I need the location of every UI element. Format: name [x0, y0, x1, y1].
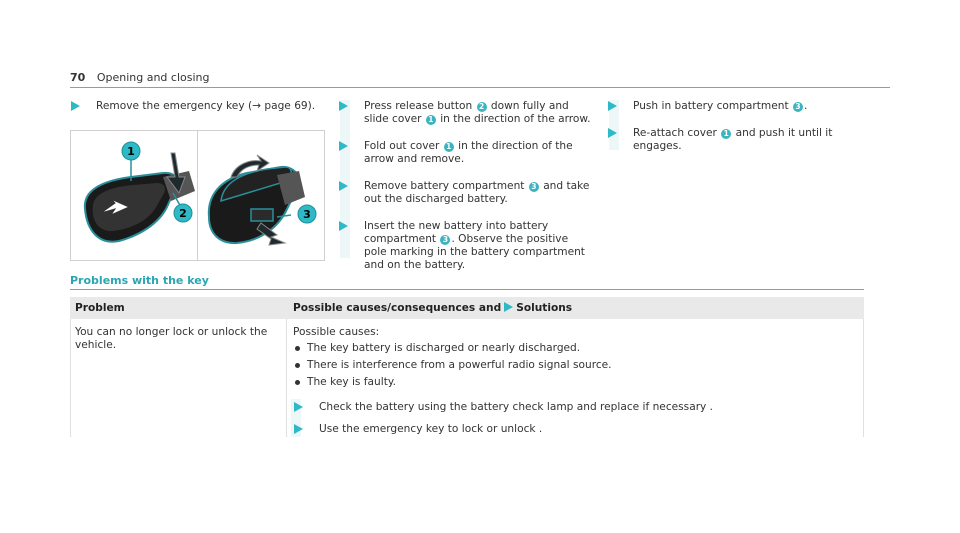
step-press-release: Press release button 2 down fully and slide cover 1 in the direction of the arrow.: [338, 100, 593, 126]
callout-1-badge: 1: [426, 115, 436, 125]
table-border-left: [70, 319, 71, 437]
table-column-divider: [286, 319, 287, 437]
problem-cell: You can no longer lock or unlock the vehicle.: [75, 326, 268, 351]
callout-3-badge: 3: [793, 102, 803, 112]
step-remove-key: Remove the emergency key (→ page 69).: [70, 100, 325, 113]
callout-1-badge: 1: [444, 142, 454, 152]
key-right-icon: [209, 155, 305, 245]
cause-item: There is interference from a powerful radio signal source.: [293, 359, 853, 372]
table-header: [70, 297, 864, 319]
callout-3-badge: 3: [440, 235, 450, 245]
page-header: [70, 71, 209, 84]
column-3: [607, 96, 862, 167]
section-title: Problems with the key: [70, 274, 209, 287]
cause-item: The key battery is discharged or nearly discharged.: [293, 342, 853, 355]
column-1: [70, 96, 325, 127]
key-illustration: [71, 131, 324, 260]
header-causes: Possible causes/consequences and Solutions: [293, 302, 573, 314]
section-rule: [70, 289, 864, 290]
key-left-icon: [85, 153, 195, 242]
step-arrow-icon: [71, 101, 80, 111]
page-reference-link[interactable]: page 69).: [261, 100, 316, 112]
causes-intro: Possible causes:: [293, 326, 380, 338]
solution-arrow-icon: [294, 424, 303, 434]
causes-list: [293, 342, 853, 389]
solution-item: Use the emergency key to lock or unlock .: [293, 423, 853, 436]
callout-3-badge: 3: [529, 182, 539, 192]
step-arrow-icon: [339, 221, 348, 231]
problems-table: [70, 297, 864, 437]
callout-3-label: 3: [303, 208, 311, 221]
step-arrow-icon: [608, 128, 617, 138]
cause-item: The key is faulty.: [293, 376, 853, 389]
step-insert-battery: Insert the new battery into battery compartment 3 . Observe the positive pole marking in the battery compartment and on the battery.: [338, 220, 593, 272]
step-arrow-icon: [339, 101, 348, 111]
table-row: [70, 319, 864, 437]
step-reattach: Re-attach cover 1 and push it until it engages.: [607, 127, 862, 153]
solution-item: Check the battery using the battery check lamp and replace if necessary .: [293, 401, 853, 414]
table-border-right: [863, 319, 864, 437]
callout-1-badge: 1: [721, 129, 731, 139]
step-push-in: Push in battery compartment 3 .: [607, 100, 862, 113]
header-title: Opening and closing: [96, 71, 210, 84]
step-arrow-icon: [608, 101, 617, 111]
column-2: [338, 96, 593, 286]
page-number: 70: [70, 71, 86, 84]
callout-2-badge: 2: [477, 102, 487, 112]
causes-cell: [293, 326, 853, 436]
step-arrow-icon: [339, 141, 348, 151]
step-fold-out: Fold out cover 1 in the direction of the arrow and remove.: [338, 140, 593, 166]
header-problem: Problem: [75, 302, 125, 314]
callout-2-label: 2: [179, 207, 187, 220]
callout-1-label: 1: [127, 145, 135, 158]
solution-arrow-icon: [504, 302, 513, 312]
cross-ref-arrow: →: [252, 100, 261, 112]
step-arrow-icon: [339, 181, 348, 191]
solution-arrow-icon: [294, 402, 303, 412]
step-remove-battery: Remove battery compartment 3 and take out the discharged battery.: [338, 180, 593, 206]
key-battery-figure: [70, 130, 325, 261]
header-rule: [70, 87, 890, 88]
